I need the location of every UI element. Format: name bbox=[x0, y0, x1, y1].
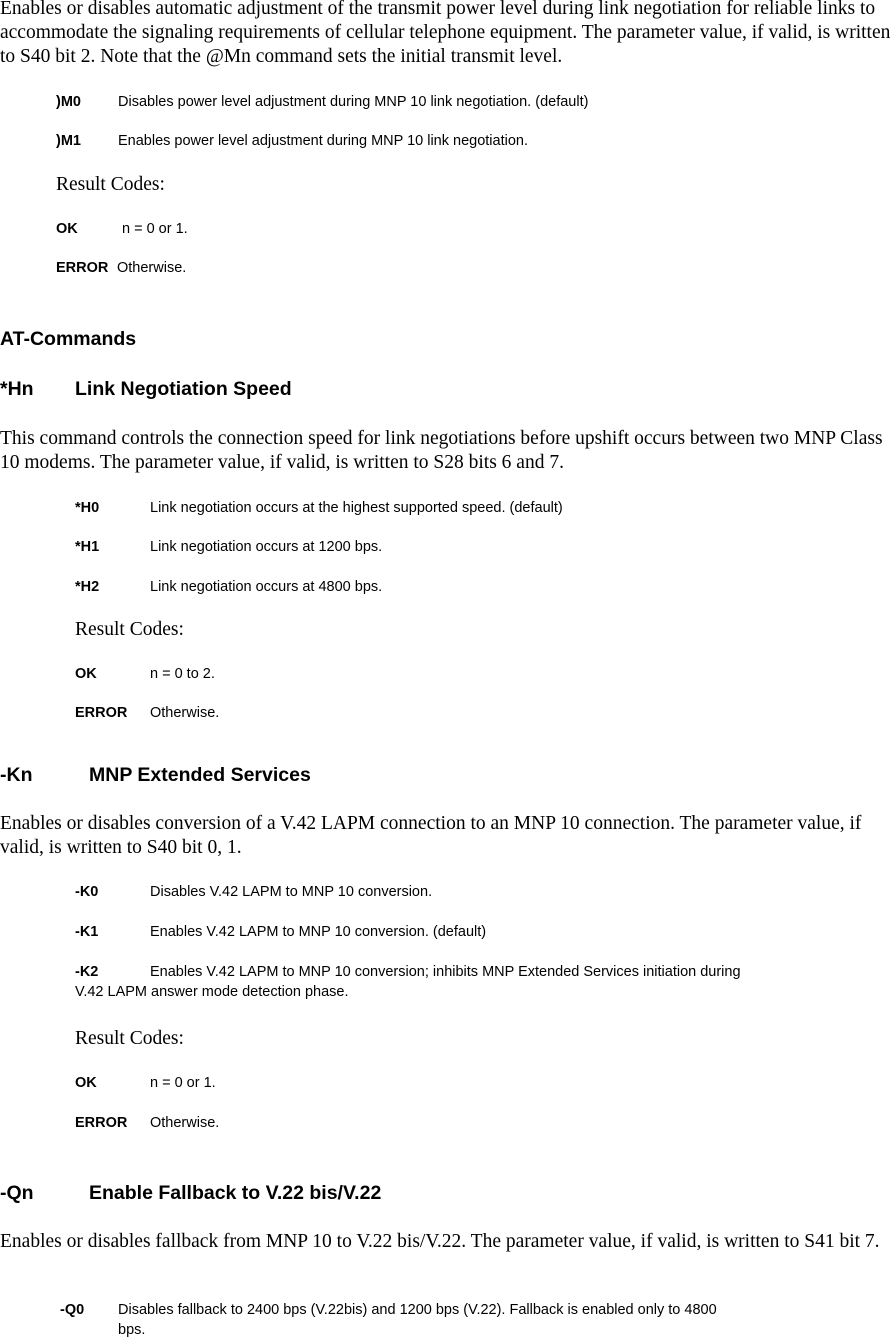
qn-paragraph: Enables or disables fallback from MNP 10 to V.22 bis/V.22. The parameter value, if valid, is written to S41 bit 7. bbox=[0, 1231, 880, 1252]
qn-option-desc-0-continued: bps. bbox=[118, 1322, 146, 1338]
section-title: AT-Commands bbox=[0, 328, 137, 350]
hn-result-code-error: ERROR bbox=[75, 705, 128, 721]
result-code-ok: OK bbox=[56, 221, 78, 237]
hn-option-code-2: *H2 bbox=[75, 579, 100, 595]
qn-option-desc-0: Disables fallback to 2400 bps (V.22bis) and 1200 bps (V.22). Fallback is enabled only to 4800 bbox=[118, 1302, 717, 1318]
result-desc-ok: n = 0 or 1. bbox=[122, 221, 188, 237]
option-m0 bbox=[56, 92, 81, 112]
hn-result-desc-ok: n = 0 to 2. bbox=[150, 666, 215, 682]
hn-command: *Hn bbox=[0, 378, 34, 400]
hn-result-code-ok: OK bbox=[75, 666, 97, 682]
hn-option-code-1: *H1 bbox=[75, 539, 100, 555]
hn-option-code-0: *H0 bbox=[75, 500, 100, 516]
hn-option-desc-2: Link negotiation occurs at 4800 bps. bbox=[150, 579, 383, 595]
kn-option-desc-0: Disables V.42 LAPM to MNP 10 conversion. bbox=[150, 884, 433, 900]
kn-option-code-0: -K0 bbox=[75, 884, 99, 900]
kn-result-code-error: ERROR bbox=[75, 1115, 128, 1131]
hn-title: Link Negotiation Speed bbox=[75, 378, 292, 400]
kn-result-desc-ok: n = 0 or 1. bbox=[150, 1075, 216, 1091]
kn-result-code-ok: OK bbox=[75, 1075, 97, 1091]
option-m1-desc: Enables power level adjustment during MNP 10 link negotiation. bbox=[118, 133, 529, 149]
kn-option-desc-1: Enables V.42 LAPM to MNP 10 conversion. (default) bbox=[150, 924, 487, 940]
option-code: )M1 bbox=[56, 133, 81, 149]
hn-result-desc-error: Otherwise. bbox=[150, 705, 220, 721]
option-m1 bbox=[56, 131, 81, 151]
result-code-error: ERROR bbox=[56, 260, 109, 276]
hn-option-desc-1: Link negotiation occurs at 1200 bps. bbox=[150, 539, 383, 555]
hn-option-desc-0: Link negotiation occurs at the highest supported speed. (default) bbox=[150, 500, 563, 516]
kn-option-code-2: -K2 bbox=[75, 964, 99, 980]
kn-command: -Kn bbox=[0, 764, 33, 786]
kn-result-codes-label: Result Codes: bbox=[75, 1028, 184, 1049]
kn-title: MNP Extended Services bbox=[89, 764, 311, 786]
hn-paragraph: This command controls the connection speed for link negotiations before upshift occurs between two MNP Class 10 modems. The parameter value, if valid, is written to S28 bits 6 and 7. bbox=[0, 428, 883, 473]
result-desc-error: Otherwise. bbox=[117, 260, 187, 276]
kn-paragraph: Enables or disables conversion of a V.42 LAPM connection to an MNP 10 connection. The parameter value, if valid, is written to S40 bit 0, 1. bbox=[0, 813, 862, 858]
option-code: )M0 bbox=[56, 94, 81, 110]
kn-option-desc-2: Enables V.42 LAPM to MNP 10 conversion; inhibits MNP Extended Services initiation during bbox=[150, 964, 741, 980]
result-codes-label: Result Codes: bbox=[56, 174, 165, 195]
option-m0-desc: Disables power level adjustment during MNP 10 link negotiation. (default) bbox=[118, 94, 589, 110]
qn-command: -Qn bbox=[0, 1182, 34, 1204]
hn-result-codes-label: Result Codes: bbox=[75, 619, 184, 640]
kn-result-desc-error: Otherwise. bbox=[150, 1115, 220, 1131]
qn-title: Enable Fallback to V.22 bis/V.22 bbox=[89, 1182, 382, 1204]
intro-paragraph: Enables or disables automatic adjustment of the transmit power level during link negotiation for reliable links to accommodate the signaling requirements of cellular telephone equipment. The parameter value, if valid, is written to S40 bit 2. Note that the @Mn command sets the initial transmit level. bbox=[0, 0, 891, 67]
kn-option-code-1: -K1 bbox=[75, 924, 99, 940]
kn-option-desc-2-continued: V.42 LAPM answer mode detection phase. bbox=[75, 984, 349, 1000]
qn-option-code-0: -Q0 bbox=[60, 1302, 85, 1318]
